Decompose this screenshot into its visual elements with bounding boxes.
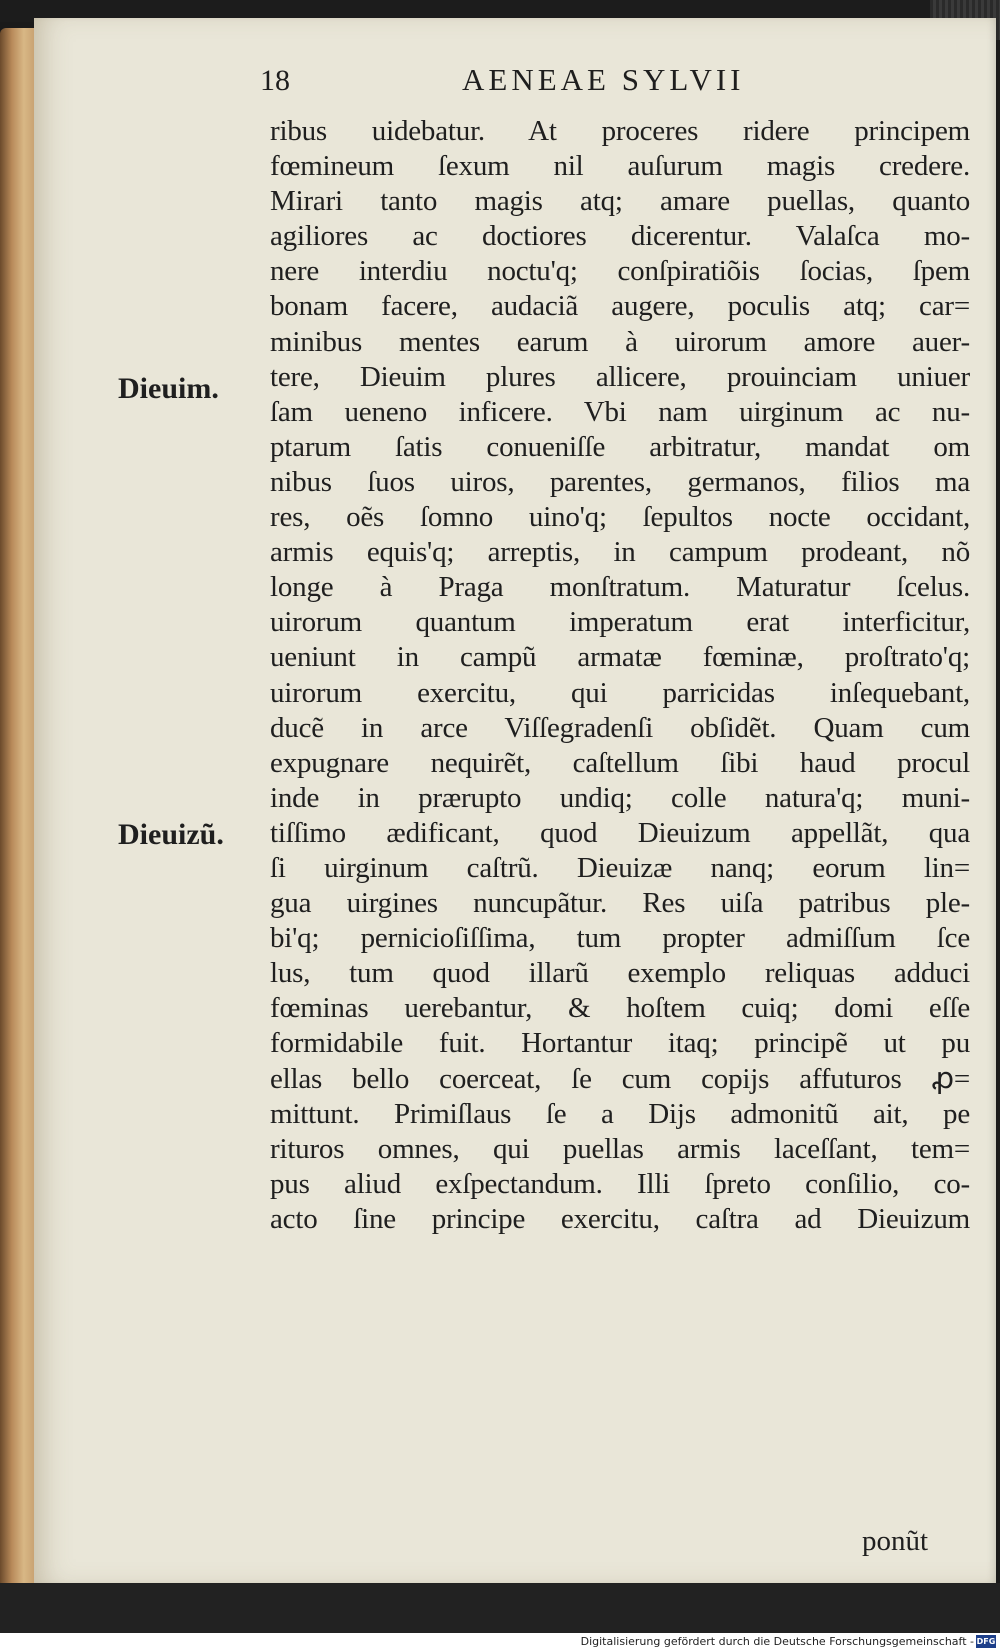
text-line: Mirari tanto magis atq; amare puellas, quanto: [270, 185, 970, 218]
text-line: tiſſimo ædificant, quod Dieuizum appellãt, qua: [270, 816, 970, 849]
text-line: nibus ſuos uiros, parentes, germanos, filios ma: [270, 465, 970, 498]
text-line: expugnare nequirẽt, caſtellum ſibi haud procul: [270, 746, 970, 779]
text-line: res, oẽs ſomno uino'q; ſepultos nocte occidant,: [270, 501, 970, 534]
text-line: armis equis'q; arreptis, in campum prodeant, nõ: [270, 536, 970, 569]
text-line: fœmineum ſexum nil auſurum magis credere.: [270, 150, 970, 183]
text-line: mittunt. Primiſlaus ſe a Dijs admonitũ ait, pe: [270, 1097, 970, 1130]
text-line: acto ſine principe exercitu, caſtra ad Dieuizum: [270, 1202, 970, 1235]
text-line: agiliores ac doctiores dicerentur. Valaſca mo-: [270, 220, 970, 253]
text-line: uirorum quantum imperatum erat interficitur,: [270, 606, 970, 639]
text-line: longe à Praga monſtratum. Maturatur ſcelus.: [270, 571, 970, 604]
text-line: minibus mentes earum à uirorum amore auer-: [270, 325, 970, 358]
text-line: tere, Dieuim plures allicere, prouinciam uniuer: [270, 360, 970, 393]
running-head: AENEAE SYLVII: [462, 62, 745, 97]
text-line: rituros omnes, qui puellas armis laceſſant, tem=: [270, 1132, 970, 1165]
text-line: fœminas uerebantur, & hoſtem cuiq; domi eſſe: [270, 992, 970, 1025]
dfg-logo-icon: DFG: [976, 1637, 996, 1646]
footer-bar: [0, 1633, 1000, 1651]
margin-note: Dieuizũ.: [118, 818, 224, 851]
text-line: nere interdiu noctu'q; conſpiratiõis ſocias, ſpem: [270, 255, 970, 288]
text-line: bonam facere, audaciã augere, poculis atq; car=: [270, 290, 970, 323]
footer-credit: Digitalisierung gefördert durch die Deutsche Forschungsgemeinschaft -: [580, 1635, 974, 1648]
text-line: ducẽ in arce Viſſegradenſi obſidẽt. Quam cum: [270, 711, 970, 744]
text-line: ptarum ſatis conueniſſe arbitratur, mandat om: [270, 430, 970, 463]
page-number: 18: [260, 64, 290, 97]
margin-note: Dieuim.: [118, 372, 219, 405]
text-line: gua uirgines nuncupãtur. Res uiſa patribus ple-: [270, 887, 970, 920]
text-line: ſi uirginum caſtrũ. Dieuizæ nanq; eorum lin=: [270, 851, 970, 884]
text-line: lus, tum quod illarũ exemplo reliquas adduci: [270, 957, 970, 990]
text-line: ſam ueneno inficere. Vbi nam uirginum ac nu-: [270, 395, 970, 428]
text-line: ellas bello coerceat, ſe cum copijs affuturos ꝓ=: [270, 1062, 970, 1095]
text-line: ueniunt in campũ armatæ fœminæ, proſtrato'q;: [270, 641, 970, 674]
catchword: ponũt: [862, 1525, 929, 1557]
text-line: bi'q; pernicioſiſſima, tum propter admiſſum ſce: [270, 922, 970, 955]
text-line: pus aliud exſpectandum. Illi ſpreto conſilio, co-: [270, 1167, 970, 1200]
text-line: ribus uidebatur. At proceres ridere principem: [270, 115, 970, 147]
book-cover-edge: [0, 28, 34, 1588]
text-line: uirorum exercitu, qui parricidas inſequebant,: [270, 676, 970, 709]
body-text: [270, 114, 970, 1237]
text-line: formidabile fuit. Hortantur itaq; principẽ ut pu: [270, 1027, 970, 1060]
text-line: inde in prærupto undiq; colle natura'q; muni-: [270, 781, 970, 814]
scan-background: [0, 1583, 1000, 1633]
